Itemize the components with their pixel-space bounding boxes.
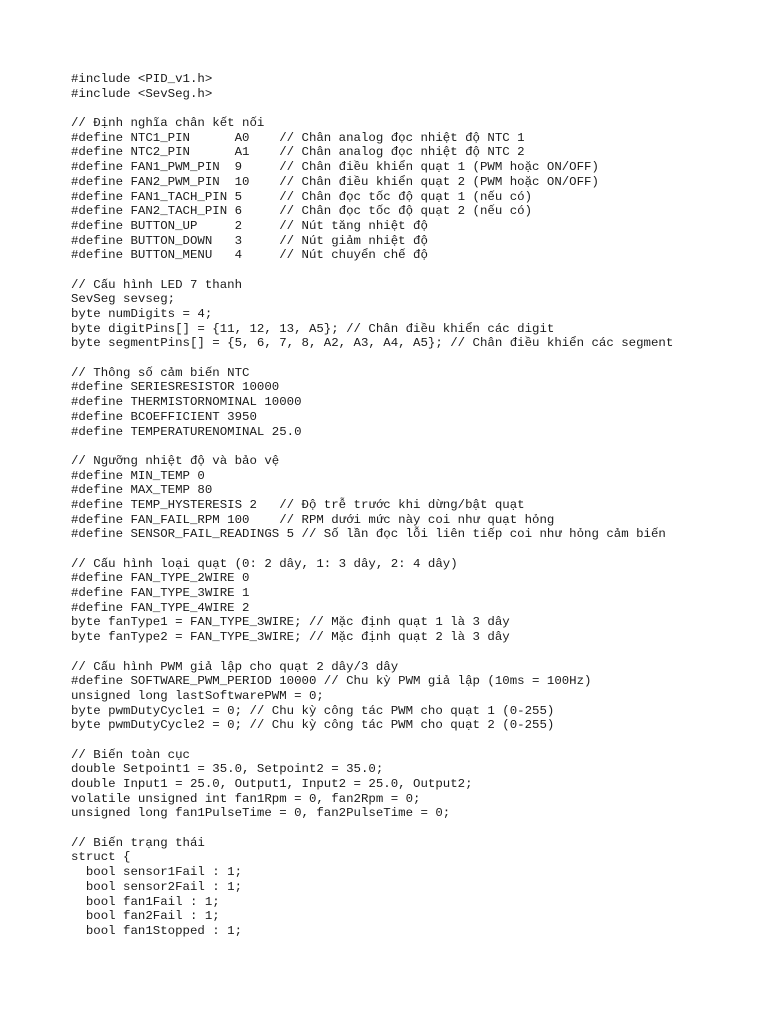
code-line: #define FAN_TYPE_4WIRE 2 bbox=[71, 600, 250, 615]
blank-line bbox=[71, 101, 673, 116]
code-line: #define FAN1_PWM_PIN 9 // Chân điều khiển quạt 1 (PWM hoặc ON/OFF) bbox=[71, 160, 599, 175]
code-line: double Input1 = 25.0, Output1, Input2 = 25.0, Output2; bbox=[71, 777, 473, 791]
code-line: unsigned long lastSoftwarePWM = 0; bbox=[71, 688, 324, 703]
code-line: byte digitPins[] = {11, 12, 13, A5}; // Chân điều khiển các digit bbox=[71, 321, 555, 336]
code-line: unsigned long fan1PulseTime = 0, fan2PulseTime = 0; bbox=[71, 806, 451, 821]
code-line: bool sensor2Fail : 1; bbox=[71, 879, 243, 894]
code-line: byte numDigits = 4; bbox=[71, 307, 213, 321]
code-line: #define FAN_TYPE_3WIRE 1 bbox=[71, 586, 250, 601]
code-line: // Cấu hình PWM giả lập cho quạt 2 dây/3 dây bbox=[71, 659, 399, 674]
code-line: #include <SevSeg.h> bbox=[71, 86, 213, 101]
code-line: byte fanType2 = FAN_TYPE_3WIRE; // Mặc định quạt 2 là 3 dây bbox=[71, 630, 510, 645]
code-line: bool fan1Fail : 1; bbox=[71, 894, 220, 909]
blank-line bbox=[71, 439, 673, 454]
code-line: #define MIN_TEMP 0 bbox=[71, 468, 205, 483]
code-line: #define BUTTON_MENU 4 // Nút chuyển chế độ bbox=[71, 248, 428, 263]
code-line: byte pwmDutyCycle2 = 0; // Chu kỳ công tác PWM cho quạt 2 (0-255) bbox=[71, 718, 555, 733]
code-line: #define BUTTON_DOWN 3 // Nút giảm nhiệt độ bbox=[71, 233, 428, 248]
code-line: // Cấu hình LED 7 thanh bbox=[71, 277, 243, 292]
code-line: #define FAN2_PWM_PIN 10 // Chân điều khiển quạt 2 (PWM hoặc ON/OFF) bbox=[71, 174, 599, 189]
code-line: bool sensor1Fail : 1; bbox=[71, 865, 243, 880]
code-line: #define SERIESRESISTOR 10000 bbox=[71, 380, 280, 395]
code-line: #define SOFTWARE_PWM_PERIOD 10000 // Chu kỳ PWM giả lập (10ms = 100Hz) bbox=[71, 674, 592, 689]
code-listing bbox=[71, 72, 673, 939]
code-line: // Biến trạng thái bbox=[71, 835, 205, 850]
code-line: #define SENSOR_FAIL_READINGS 5 // Số lần đọc lỗi liên tiếp coi như hỏng cảm biến bbox=[71, 527, 666, 542]
code-line: #define TEMP_HYSTERESIS 2 // Độ trễ trước khi dừng/bật quạt bbox=[71, 497, 525, 512]
blank-line bbox=[71, 542, 673, 557]
code-line: #define FAN_FAIL_RPM 100 // RPM dưới mức này coi như quạt hỏng bbox=[71, 512, 555, 527]
blank-line bbox=[71, 645, 673, 660]
blank-line bbox=[71, 263, 673, 278]
code-line: struct { bbox=[71, 850, 131, 865]
code-line: #define BUTTON_UP 2 // Nút tăng nhiệt độ bbox=[71, 218, 428, 233]
code-line: byte segmentPins[] = {5, 6, 7, 8, A2, A3, A4, A5}; // Chân điều khiển các segment bbox=[71, 336, 674, 351]
blank-line bbox=[71, 351, 673, 366]
blank-line bbox=[71, 821, 673, 836]
code-line: // Cấu hình loại quạt (0: 2 dây, 1: 3 dây, 2: 4 dây) bbox=[71, 556, 458, 571]
code-line: // Ngưỡng nhiệt độ và bảo vệ bbox=[71, 453, 280, 468]
code-line: #define TEMPERATURENOMINAL 25.0 bbox=[71, 424, 302, 439]
code-line: double Setpoint1 = 35.0, Setpoint2 = 35.0; bbox=[71, 762, 384, 777]
code-line: volatile unsigned int fan1Rpm = 0, fan2Rpm = 0; bbox=[71, 791, 421, 806]
code-line: bool fan2Fail : 1; bbox=[71, 909, 220, 924]
code-line: byte fanType1 = FAN_TYPE_3WIRE; // Mặc định quạt 1 là 3 dây bbox=[71, 615, 510, 630]
code-line: #define MAX_TEMP 80 bbox=[71, 483, 213, 498]
code-line: SevSeg sevseg; bbox=[71, 292, 176, 307]
code-line: #define NTC2_PIN A1 // Chân analog đọc nhiệt độ NTC 2 bbox=[71, 145, 525, 160]
code-line: // Định nghĩa chân kết nối bbox=[71, 116, 265, 131]
code-line: #define NTC1_PIN A0 // Chân analog đọc nhiệt độ NTC 1 bbox=[71, 130, 525, 145]
blank-line bbox=[71, 733, 673, 748]
code-line: #define FAN2_TACH_PIN 6 // Chân đọc tốc độ quạt 2 (nếu có) bbox=[71, 204, 533, 219]
code-line: byte pwmDutyCycle1 = 0; // Chu kỳ công tác PWM cho quạt 1 (0-255) bbox=[71, 703, 555, 718]
code-line: #define THERMISTORNOMINAL 10000 bbox=[71, 395, 302, 410]
code-line: #define FAN_TYPE_2WIRE 0 bbox=[71, 571, 250, 586]
code-line: // Thông số cảm biến NTC bbox=[71, 365, 250, 380]
code-line: #include <PID_v1.h> bbox=[71, 72, 213, 86]
code-line: // Biến toàn cục bbox=[71, 747, 190, 762]
code-line: #define FAN1_TACH_PIN 5 // Chân đọc tốc độ quạt 1 (nếu có) bbox=[71, 189, 533, 204]
code-line: #define BCOEFFICIENT 3950 bbox=[71, 409, 257, 424]
code-line: bool fan1Stopped : 1; bbox=[71, 923, 243, 938]
